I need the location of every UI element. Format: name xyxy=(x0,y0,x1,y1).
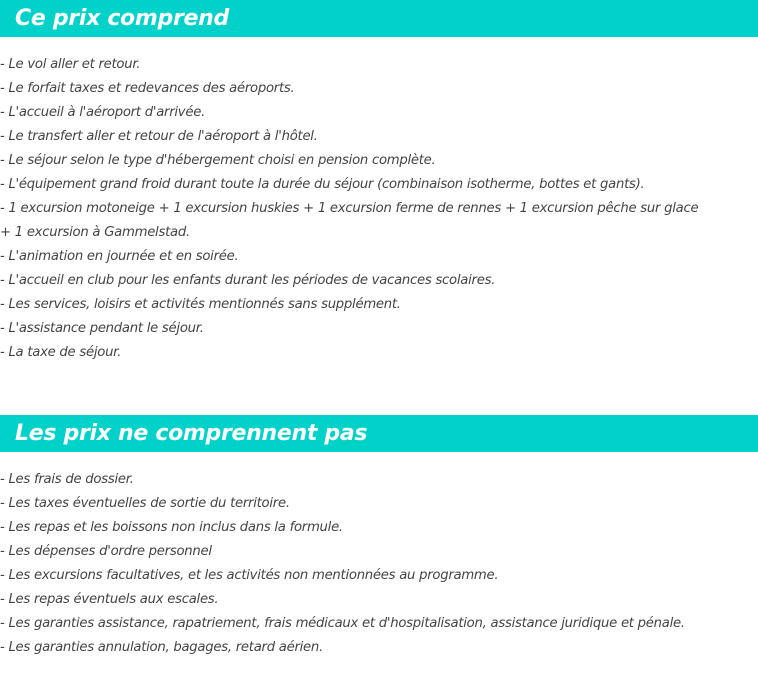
included-section-header: Ce prix comprend xyxy=(0,0,758,37)
list-item: - Le séjour selon le type d'hébergement choisi en pension complète. xyxy=(0,153,436,168)
excluded-section-header: Les prix ne comprennent pas xyxy=(0,415,758,452)
list-item: - Les excursions facultatives, et les activités non mentionnées au programme. xyxy=(0,568,499,583)
list-item: - L'assistance pendant le séjour. xyxy=(0,321,204,336)
list-item: - Les services, loisirs et activités mentionnés sans supplément. xyxy=(0,297,401,312)
list-item: - Les garanties assistance, rapatriement, frais médicaux et d'hospitalisation, assistance juridique et pénale. xyxy=(0,616,685,631)
list-item: - La taxe de séjour. xyxy=(0,345,122,360)
list-item: - L'équipement grand froid durant toute la durée du séjour (combinaison isotherme, bottes et gants). xyxy=(0,177,645,192)
list-item: - Les garanties annulation, bagages, retard aérien. xyxy=(0,640,323,655)
list-item: - L'accueil en club pour les enfants durant les périodes de vacances scolaires. xyxy=(0,273,496,288)
list-item: - Les dépenses d'ordre personnel xyxy=(0,544,212,559)
list-item: - Les taxes éventuelles de sortie du territoire. xyxy=(0,496,290,511)
list-item: - L'animation en journée et en soirée. xyxy=(0,249,239,264)
list-item: - Le transfert aller et retour de l'aéroport à l'hôtel. xyxy=(0,129,318,144)
excluded-list xyxy=(0,468,758,660)
list-item: - Les repas éventuels aux escales. xyxy=(0,592,219,607)
list-item: - Le forfait taxes et redevances des aéroports. xyxy=(0,81,295,96)
list-item: - Le vol aller et retour. xyxy=(0,57,141,72)
list-item: - 1 excursion motoneige + 1 excursion huskies + 1 excursion ferme de rennes + 1 excursion pêche sur glace + 1 excursion à Gammelstad. xyxy=(0,201,699,240)
list-item: - Les repas et les boissons non inclus dans la formule. xyxy=(0,520,343,535)
included-list xyxy=(0,53,758,365)
list-item: - Les frais de dossier. xyxy=(0,472,134,487)
list-item: - L'accueil à l'aéroport d'arrivée. xyxy=(0,105,206,120)
